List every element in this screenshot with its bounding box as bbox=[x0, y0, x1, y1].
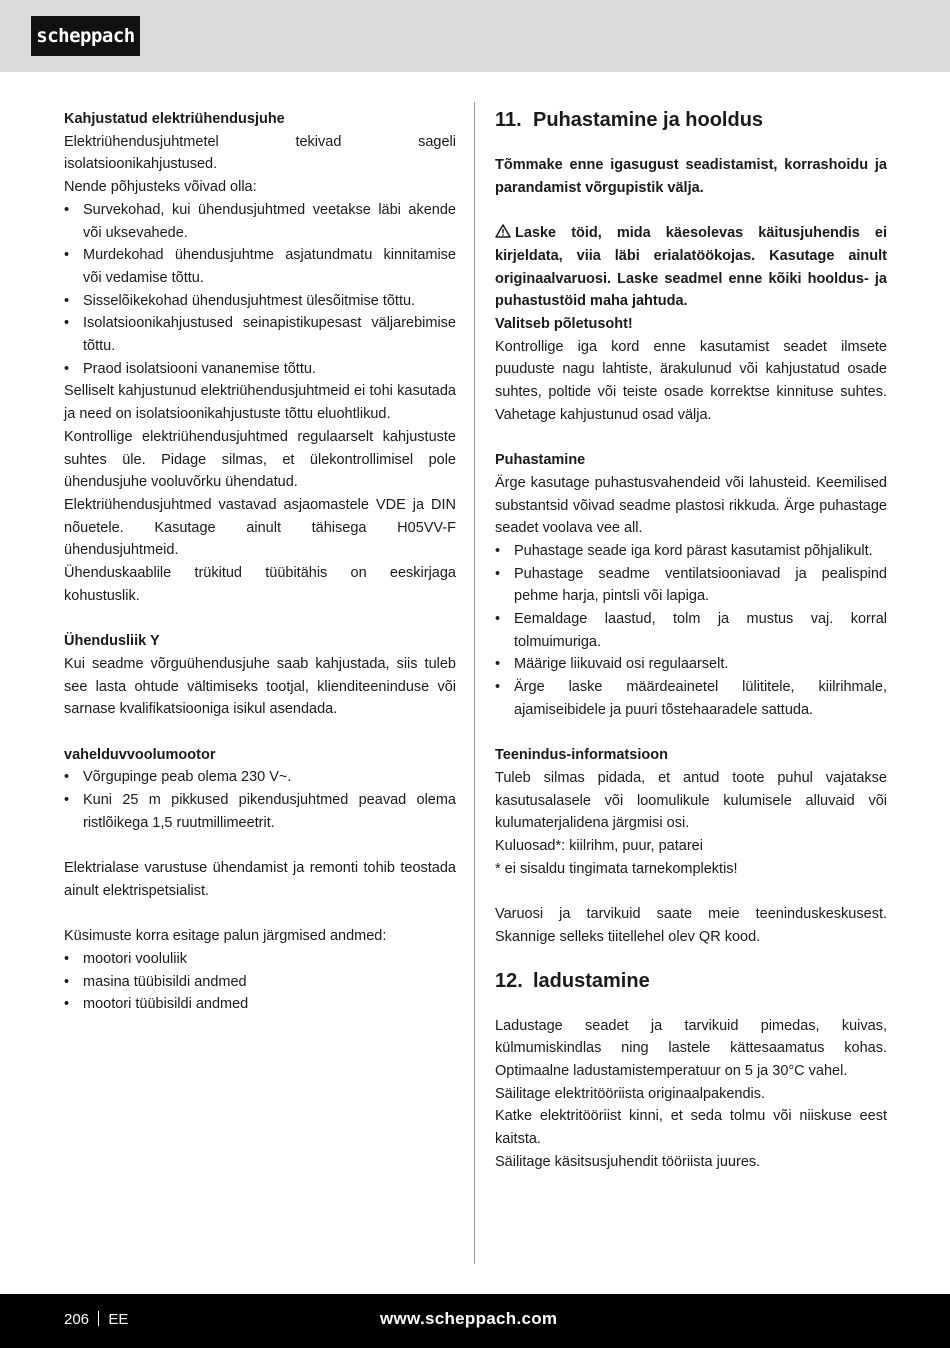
list-item: • Puhastage seade iga kord pärast kasutamist põhjalikult. bbox=[495, 540, 887, 563]
questions-list bbox=[64, 948, 456, 1016]
left-column bbox=[64, 108, 456, 1016]
electrician-note: Elektrialase varustuse ühendamist ja remonti tohib teostada ainult elektrispetsialist. bbox=[64, 860, 456, 899]
workshop-warning-text: Laske töid, mida käesolevas käitusjuhendis ei kirjeldata, viia läbi erialatöökojas. Kasutage ainult originaalvaruosi. Laske seadmel enne kõiki hooldus- ja puhastustöid maha jahtuda. bbox=[495, 225, 887, 310]
inspection-text: Kontrollige iga kord enne kasutamist seadet ilmsete puuduste nagu lahtiste, ärakulunud või kahjustatud osade suhtes, poltide või teiste osade korrektse kinnituse suhtes. Vahetage kahjustunud osad välja. bbox=[495, 338, 887, 423]
list-item: • Murdekohad ühendusjuhtme asjatundmatu kinnitamise või vedamise tõttu. bbox=[64, 244, 456, 289]
damaged-cable-intro: Elektriühendusjuhtmetel tekivad sageli isolatsioonikahjustused. bbox=[64, 133, 456, 173]
causes-list bbox=[64, 199, 456, 381]
list-item: • Praod isolatsiooni vananemise tõttu. bbox=[64, 358, 456, 381]
section-number: 11. bbox=[495, 109, 522, 131]
list-item: • Kuni 25 m pikkused pikendusjuhtmed peavad olema ristlõikega 1,5 ruutmillimeetrit. bbox=[64, 789, 456, 834]
section-title-text: Puhastamine ja hooldus bbox=[533, 109, 764, 131]
questions-intro: Küsimuste korra esitage palun järgmised andmed: bbox=[64, 928, 387, 945]
ac-motor-heading: vahelduvvoolumootor bbox=[64, 746, 216, 763]
cleaning-heading: Puhastamine bbox=[495, 452, 586, 469]
storage-text: Katke elektritööriist kinni, et seda tolmu või niiskuse eest kaitsta. bbox=[495, 1108, 887, 1148]
damaged-cable-heading: Kahjustatud elektriühendusjuhe bbox=[64, 111, 285, 127]
page-number bbox=[64, 1310, 128, 1330]
delivery-note: * ei sisaldu tingimata tarnekomplektis! bbox=[495, 860, 738, 877]
service-text: Tuleb silmas pidada, et antud toote puhul vajatakse kasutusalasele või loomulikule kulumisele alluvaid või kulumaterjalidena järgmisi osi. bbox=[495, 769, 887, 832]
list-item: • mootori vooluliik bbox=[64, 948, 456, 971]
page-header bbox=[0, 0, 950, 72]
spare-parts-text: Varuosi ja tarvikuid saate meie teeninduskeskusest. Skannige selleks tiitellehel olev QR kood. bbox=[495, 906, 887, 945]
paragraph: Ühenduskaablile trükitud tüübitähis on eeskirjaga kohustuslik. bbox=[64, 565, 456, 604]
warning-triangle-icon bbox=[495, 224, 511, 238]
right-column bbox=[495, 108, 887, 1173]
ac-motor-list bbox=[64, 766, 456, 834]
causes-intro: Nende põhjusteks võivad olla: bbox=[64, 179, 257, 196]
cleaning-text: Ärge kasutage puhastusvahendeid või lahusteid. Keemilised substantsid võivad seadme plastosi rikkuda. Ärge puhastage seadet voolava vee all. bbox=[495, 474, 887, 537]
paragraph: Kontrollige elektriühendusjuhtmed regulaarselt kahjustuste suhtes üle. Pidage silmas, et ülekontrollimisel pole ühendusjuhe vooluvõrku ühendatud. bbox=[64, 428, 456, 491]
burn-warning: Valitseb põletusoht! bbox=[495, 315, 633, 332]
list-item: • Võrgupinge peab olema 230 V~. bbox=[64, 766, 456, 789]
language-code: EE bbox=[108, 1311, 129, 1328]
storage-text: Ladustage seadet ja tarvikuid pimedas, kuivas, külmumiskindlas ning lastele kättesaamatus kohas. Optimaalne ladustamistemperatuur on 5 ja 30°C vahel. bbox=[495, 1017, 887, 1079]
y-connection-text: Kui seadme võrguühendusjuhe saab kahjustada, siis tuleb see lasta ohtude vältimiseks tootjal, klienditeeninduse või sarnase kvalifikatsiooniga isikul asendada. bbox=[64, 655, 456, 718]
list-item: • Puhastage seadme ventilatsiooniavad ja pealispind pehme harja, pintsli või lapiga. bbox=[495, 563, 887, 608]
list-item: • Ärge laske määrdeainetel lülititele, kiilrihmale, ajamiseibidele ja puuri tõstehaaradele sattuda. bbox=[495, 676, 887, 721]
list-item: • mootori tüübisildi andmed bbox=[64, 993, 456, 1016]
list-item: • Eemaldage laastud, tolm ja mustus vaj. korral tolmuimuriga. bbox=[495, 608, 887, 653]
section-number: 12. bbox=[495, 969, 523, 992]
list-item: • Sisselõikekohad ühendusjuhtmest ülesõitmise tõttu. bbox=[64, 290, 456, 313]
list-item: • Määrige liikuvaid osi regulaarselt. bbox=[495, 653, 887, 676]
list-item: • Isolatsioonikahjustused seinapistikupesast väljarebimise tõttu. bbox=[64, 312, 456, 357]
paragraph: Selliselt kahjustunud elektriühendusjuhtmeid ei tohi kasutada ja need on isolatsioonikahjustuste tõttu eluohtlikud. bbox=[64, 383, 456, 423]
service-heading: Teenindus-informatsioon bbox=[495, 747, 668, 764]
list-item: • masina tüübisildi andmed bbox=[64, 971, 456, 994]
list-item: • Survekohad, kui ühendusjuhtmed veetakse läbi akende või uksevahede. bbox=[64, 199, 456, 244]
website-link[interactable]: www.scheppach.com bbox=[380, 1309, 558, 1328]
page-number-value: 206 bbox=[64, 1311, 90, 1328]
unplug-warning: Tõmmake enne igasugust seadistamist, korrashoidu ja parandamist võrgupistik välja. bbox=[495, 157, 887, 196]
section-title-text: ladustamine bbox=[533, 969, 650, 992]
y-connection-heading: Ühendusliik Y bbox=[64, 633, 160, 650]
section-11-title bbox=[495, 108, 887, 132]
wear-parts: Kuluosad*: kiilrihm, puur, patarei bbox=[495, 838, 703, 855]
scheppach-logo: scheppach bbox=[31, 16, 140, 56]
cleaning-list bbox=[495, 540, 887, 722]
workshop-warning bbox=[495, 222, 887, 313]
paragraph: Elektriühendusjuhtmed vastavad asjaomastele VDE ja DIN nõuetele. Kasutage ainult tähisega H05VV-F ühendusjuhtmeid. bbox=[64, 496, 456, 559]
section-12-title bbox=[495, 969, 887, 993]
storage-text: Säilitage käsitsusjuhendit tööriista juures. bbox=[495, 1153, 761, 1170]
page-footer bbox=[0, 1294, 950, 1348]
column-divider bbox=[474, 102, 475, 1264]
storage-text: Säilitage elektritööriista originaalpakendis. bbox=[495, 1085, 766, 1102]
